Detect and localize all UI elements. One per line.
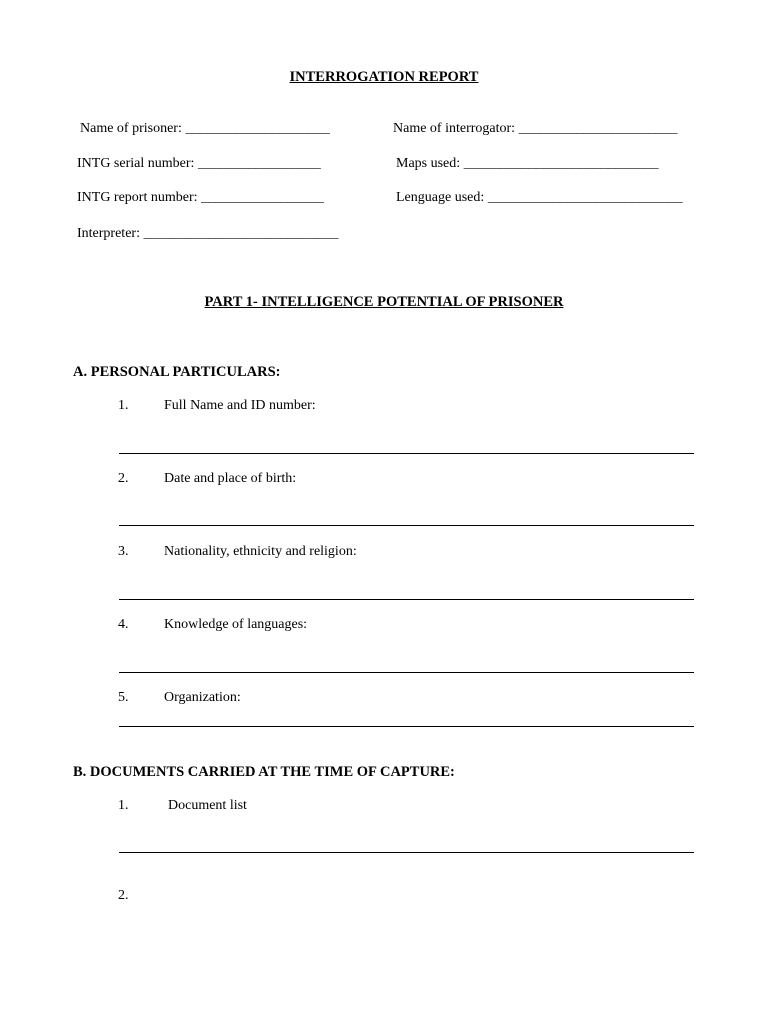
item-number: 1.: [118, 798, 129, 813]
interpreter-field: [77, 226, 338, 242]
item-label-document-list: Document list: [168, 798, 247, 813]
answer-line-organization[interactable]: [119, 726, 694, 727]
language-used-field: [396, 190, 682, 206]
item-label-full-name: Full Name and ID number:: [164, 398, 316, 413]
item-label-nationality: Nationality, ethnicity and religion:: [164, 544, 357, 559]
language-used-blank[interactable]: ___________________________: [487, 190, 683, 205]
interrogator-name-blank[interactable]: ______________________: [518, 121, 677, 136]
report-number-blank[interactable]: _________________: [201, 190, 324, 205]
answer-line-full-name[interactable]: [119, 453, 694, 454]
interrogator-name-field: [393, 121, 677, 137]
prisoner-name-field: [80, 121, 329, 137]
item-number: 1.: [118, 398, 129, 413]
item-number: 2.: [118, 888, 129, 903]
item-number: 5.: [118, 690, 129, 705]
report-number-field: [77, 190, 323, 206]
answer-line-birth[interactable]: [119, 525, 694, 526]
report-number-label: INTG report number:: [77, 190, 198, 205]
item-number: 4.: [118, 617, 129, 632]
serial-number-blank[interactable]: _________________: [197, 156, 321, 171]
maps-used-field: [396, 156, 658, 172]
section-b-title: B. DOCUMENTS CARRIED AT THE TIME OF CAPTURE:: [73, 764, 455, 780]
interpreter-label: Interpreter:: [77, 226, 140, 241]
answer-line-nationality[interactable]: [119, 599, 694, 600]
serial-number-field: [77, 156, 320, 172]
prisoner-name-label: Name of prisoner:: [80, 121, 182, 136]
serial-number-label: INTG serial number:: [77, 156, 195, 171]
answer-line-document-list[interactable]: [119, 852, 694, 853]
section-a-title: A. PERSONAL PARTICULARS:: [73, 364, 281, 380]
answer-line-languages[interactable]: [119, 672, 694, 673]
maps-used-blank[interactable]: ___________________________: [463, 156, 659, 171]
interpreter-blank[interactable]: ___________________________: [143, 226, 338, 241]
maps-used-label: Maps used:: [396, 156, 461, 171]
report-title: INTERROGATION REPORT: [289, 69, 479, 85]
item-label-languages: Knowledge of languages:: [164, 617, 308, 632]
item-label-organization: Organization:: [164, 690, 241, 705]
item-number: 3.: [118, 544, 129, 559]
language-used-label: Lenguage used:: [396, 190, 485, 205]
prisoner-name-blank[interactable]: ____________________: [185, 121, 330, 136]
part1-title: PART 1- INTELLIGENCE POTENTIAL OF PRISONER: [204, 294, 564, 310]
item-label-birth: Date and place of birth:: [164, 471, 297, 486]
item-number: 2.: [118, 471, 129, 486]
interrogator-name-label: Name of interrogator:: [393, 121, 516, 136]
